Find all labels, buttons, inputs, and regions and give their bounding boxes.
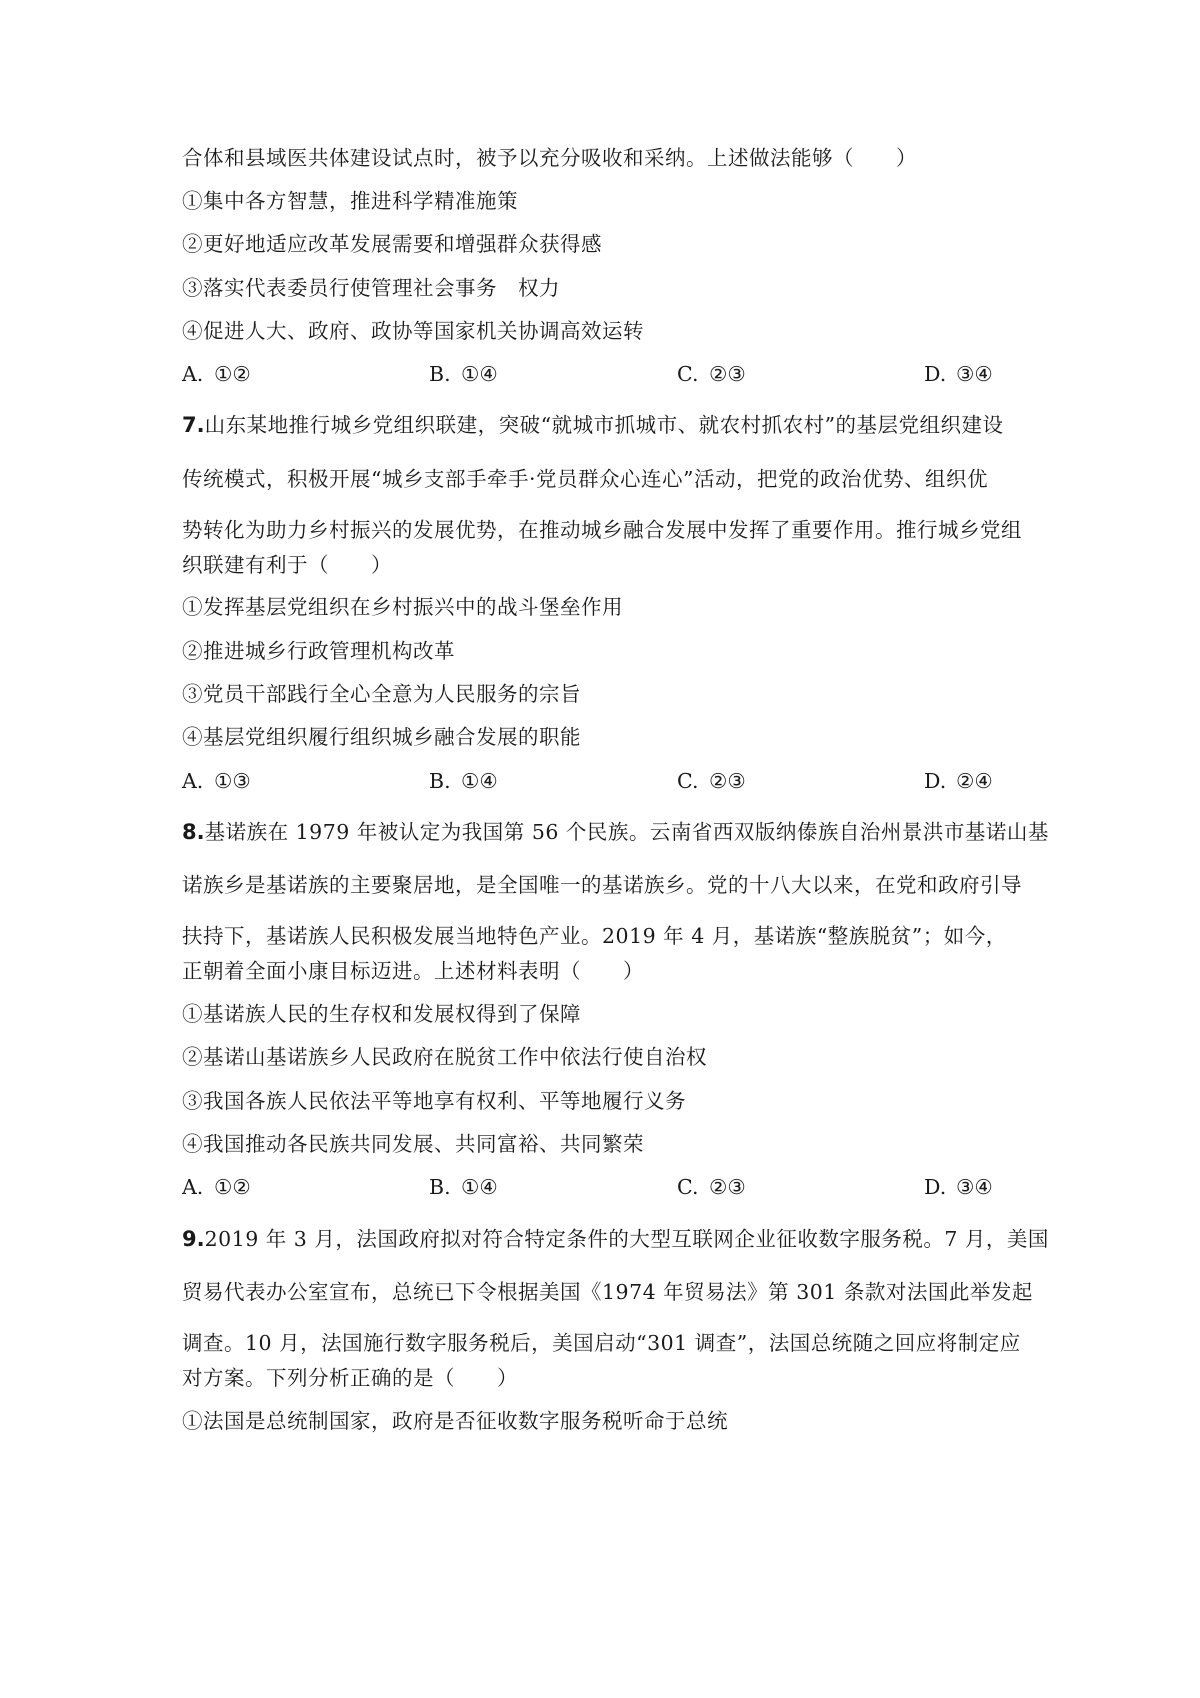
- q7-option-a: A. ①③: [182, 769, 251, 793]
- q7-stem-line-1: 7.山东某地推行城乡党组织联建，突破“就城市抓城市、就农村抓农村”的基层党组织建设: [182, 413, 1004, 437]
- q7-option-d: D. ②④: [924, 769, 993, 793]
- q8-statement-4: ④我国推动各民族共同发展、共同富裕、共同繁荣: [182, 1132, 644, 1156]
- q8-statement-1: ①基诺族人民的生存权和发展权得到了保障: [182, 1002, 581, 1026]
- q7-stem-line-3: 势转化为助力乡村振兴的发展优势，在推动城乡融合发展中发挥了重要作用。推行城乡党组: [182, 518, 1022, 542]
- q8-stem-line-3: 扶持下，基诺族人民积极发展当地特色产业。2019 年 4 月，基诺族“整族脱贫”；如今，: [182, 924, 1007, 948]
- q6-option-c: C. ②③: [677, 362, 746, 386]
- q8-stem-line-1: 8.基诺族在 1979 年被认定为我国第 56 个民族。云南省西双版纳傣族自治州景洪市基诺山基: [182, 820, 1049, 844]
- q8-statement-2: ②基诺山基诺族乡人民政府在脱贫工作中依法行使自治权: [182, 1045, 707, 1069]
- q6-option-b: B. ①④: [429, 362, 498, 386]
- q6-option-a: A. ①②: [182, 362, 251, 386]
- q8-option-a: A. ①②: [182, 1175, 251, 1199]
- q7-option-b: B. ①④: [429, 769, 498, 793]
- q8-number: 8.: [182, 820, 205, 844]
- q7-options: [182, 769, 1022, 793]
- q6-statement-4: ④促进人大、政府、政协等国家机关协调高效运转: [182, 319, 644, 343]
- q7-stem-line-2: 传统模式，积极开展“城乡支部手牵手·党员群众心连心”活动，把党的政治优势、组织优: [182, 467, 988, 491]
- q9-stem-line-2: 贸易代表办公室宣布，总统已下令根据美国《1974 年贸易法》第 301 条款对法国此举发起: [182, 1280, 1033, 1304]
- q9-stem-line-1: 9.2019 年 3 月，法国政府拟对符合特定条件的大型互联网企业征收数字服务税。7 月，美国: [182, 1227, 1049, 1251]
- q8-stem-line-4: 正朝着全面小康目标迈进。上述材料表明（ ）: [182, 959, 644, 983]
- q7-number: 7.: [182, 413, 205, 437]
- q8-option-d: D. ③④: [924, 1175, 993, 1199]
- q7-statement-3: ③党员干部践行全心全意为人民服务的宗旨: [182, 682, 581, 706]
- q9-statement-1: ①法国是总统制国家，政府是否征收数字服务税听命于总统: [182, 1409, 728, 1433]
- q6-option-d: D. ③④: [924, 362, 993, 386]
- q6-statement-2: ②更好地适应改革发展需要和增强群众获得感: [182, 232, 602, 256]
- q8-stem-line-2: 诺族乡是基诺族的主要聚居地，是全国唯一的基诺族乡。党的十八大以来，在党和政府引导: [182, 873, 1022, 897]
- q9-number: 9.: [182, 1227, 205, 1251]
- q6-statement-1: ①集中各方智慧，推进科学精准施策: [182, 189, 518, 213]
- q7-statement-1: ①发挥基层党组织在乡村振兴中的战斗堡垒作用: [182, 595, 623, 619]
- q6-options: [182, 362, 1022, 386]
- q6-stem-line: 合体和县域医共体建设试点时，被予以充分吸收和采纳。上述做法能够（ ）: [182, 146, 917, 170]
- q9-stem-line-3: 调查。10 月，法国施行数字服务税后，美国启动“301 调查”，法国总统随之回应将制定应: [182, 1331, 1021, 1355]
- q8-statement-3: ③我国各族人民依法平等地享有权利、平等地履行义务: [182, 1089, 686, 1113]
- q9-stem-line-4: 对方案。下列分析正确的是（ ）: [182, 1366, 518, 1390]
- q8-option-c: C. ②③: [677, 1175, 746, 1199]
- q6-statement-3: ③落实代表委员行使管理社会事务 权力: [182, 276, 560, 300]
- q7-option-c: C. ②③: [677, 769, 746, 793]
- q7-stem-line-4: 织联建有利于（ ）: [182, 553, 392, 577]
- q7-statement-4: ④基层党组织履行组织城乡融合发展的职能: [182, 725, 581, 749]
- q7-statement-2: ②推进城乡行政管理机构改革: [182, 639, 455, 663]
- q8-option-b: B. ①④: [429, 1175, 498, 1199]
- q8-options: [182, 1175, 1022, 1199]
